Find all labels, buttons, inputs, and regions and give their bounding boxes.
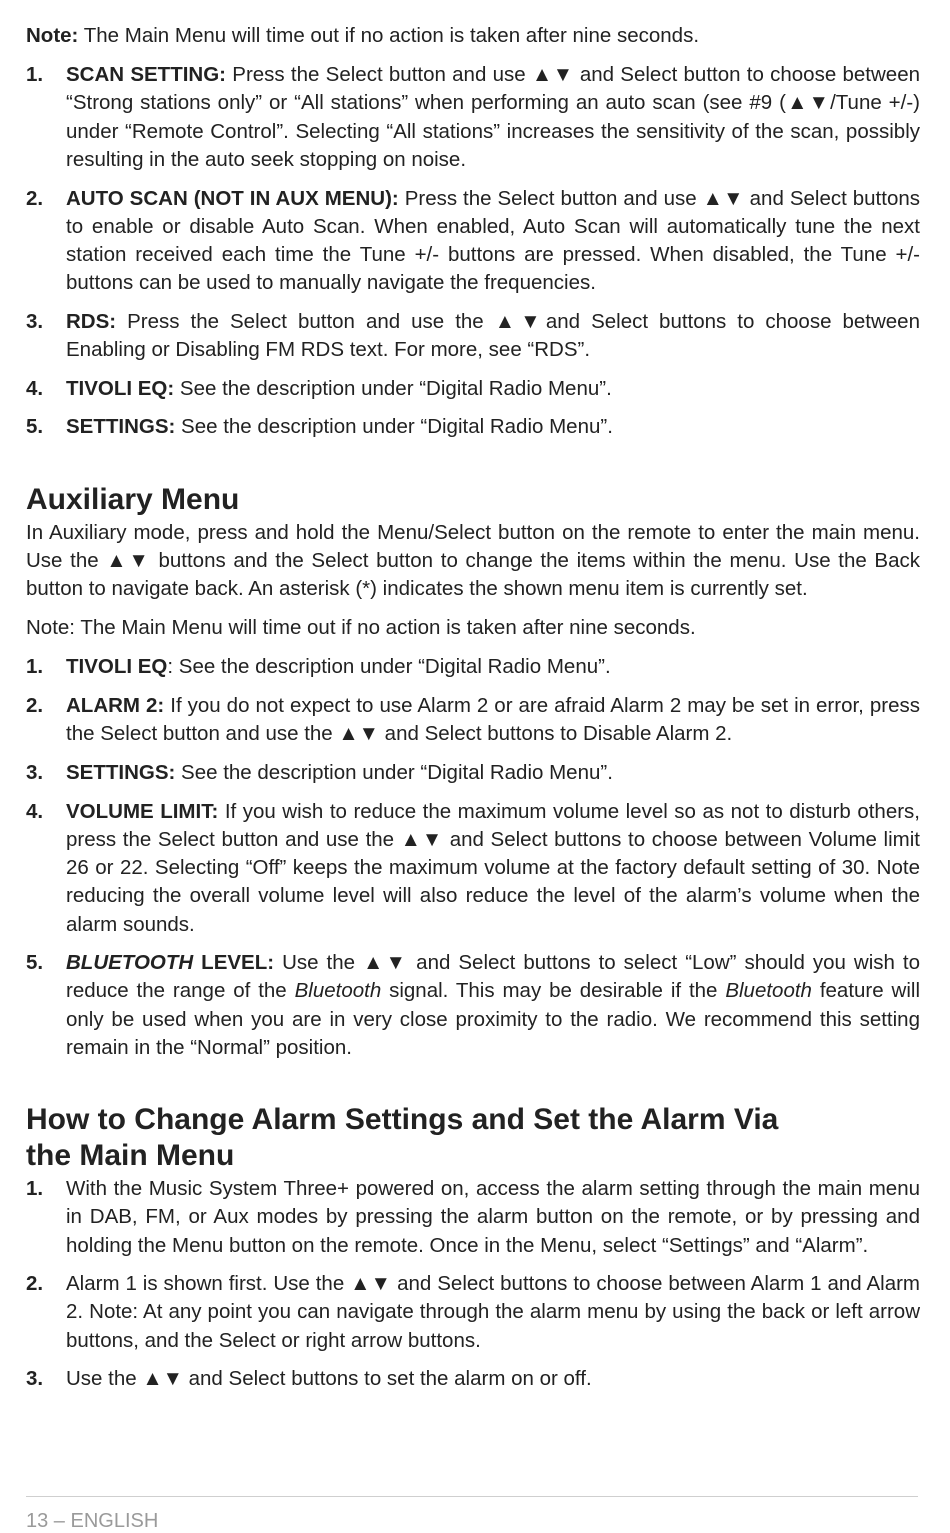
- aux-menu-heading: Auxiliary Menu: [26, 482, 240, 516]
- list-item: [26, 308, 920, 364]
- page-number: 13 – ENGLISH: [26, 1510, 159, 1532]
- item-label: AUTO SCAN (NOT IN AUX MENU):: [66, 186, 399, 210]
- item-number: 3.: [26, 309, 44, 333]
- item-label-italic: BLUETOOTH: [66, 951, 194, 975]
- footer-divider: [26, 1496, 918, 1497]
- item-text: Press the Select button and use ▲▼ and Select button to choose between “Strong stations only” or “All stations” when performing an auto scan (see #9 (▲▼/Tune +/-) under “Remote Control”. Selecting “All stations” increases the sensitivity of the scan, possibly resulting in the auto seek stopping on noise.: [66, 63, 920, 171]
- item-text: Press the Select button and use ▲▼ and Select buttons to enable or disable Auto Scan. When enabled, Auto Scan will automatically tune the next station received each time the Tune +/- buttons are pressed. When disabled, the Tune +/- buttons can be used to manually navigate the frequencies.: [66, 186, 920, 295]
- item-label: SETTINGS:: [66, 761, 176, 785]
- item-label: VOLUME LIMIT:: [66, 799, 219, 823]
- item-number: 2.: [26, 1272, 44, 1296]
- item-text: See the description under “Digital Radio Menu”.: [174, 376, 612, 400]
- item-text-italic: Bluetooth: [294, 979, 382, 1003]
- item-text: If you wish to reduce the maximum volume level so as not to disturb others, press the Select button and use the ▲▼ and Select buttons to choose between Volume limit 26 or 22. Selecting “Off” keeps the maximum volume at the factory default setting of 30. Note reducing the overall volume level will also reduce the level of the alarm’s volume when the alarm sounds.: [66, 799, 921, 936]
- alarm-steps-list: [26, 1175, 920, 1393]
- fm-menu-list: [26, 61, 920, 441]
- list-item: [26, 798, 920, 939]
- item-number: 1.: [26, 63, 44, 87]
- item-text: With the Music System Three+ powered on, access the alarm setting through the main menu in DAB, FM, or Aux modes by pressing the alarm button on the remote, or by pressing and holding the Menu button on the remote. Once in the Menu, select “Settings” and “Alarm”.: [66, 1177, 920, 1257]
- item-number: 1.: [26, 1177, 44, 1201]
- item-text: See the description under “Digital Radio Menu”.: [175, 761, 613, 785]
- item-number: 5.: [26, 415, 44, 439]
- item-text: If you do not expect to use Alarm 2 or are afraid Alarm 2 may be set in error, press the Select button and use the ▲▼ and Select buttons to Disable Alarm 2.: [66, 694, 920, 746]
- item-number: 2.: [26, 694, 44, 718]
- note-text: The Main Menu will time out if no action is taken after nine seconds.: [78, 24, 700, 47]
- item-text: See the description under “Digital Radio Menu”.: [175, 415, 613, 439]
- list-item: [26, 1365, 920, 1393]
- list-item: [26, 185, 920, 298]
- item-label: TIVOLI EQ: [66, 655, 168, 679]
- fm-menu-note: [26, 22, 920, 50]
- item-text: feature will only be used when you are in very close proximity to the radio. We recommend this setting remain in the “Normal” position.: [66, 979, 920, 1059]
- item-number: 4.: [26, 799, 44, 823]
- item-label: LEVEL:: [193, 951, 275, 975]
- item-text: signal. This may be desirable if the: [381, 979, 726, 1003]
- list-item: [26, 949, 920, 1062]
- list-item: [26, 692, 920, 748]
- aux-menu-list: [26, 653, 920, 1062]
- item-number: 4.: [26, 376, 44, 400]
- item-text: Use the ▲▼ and Select buttons to set the alarm on or off.: [66, 1367, 592, 1391]
- list-item: [26, 375, 920, 403]
- item-text: Press the Select button and use the ▲▼and Select buttons to choose between Enabling or Disabling FM RDS text. For more, see “RDS”.: [66, 309, 920, 362]
- item-text: Alarm 1 is shown first. Use the ▲▼ and Select buttons to choose between Alarm 1 and Alarm 2. Note: At any point you can navigate through the alarm menu by using the back or left arrow buttons, and the Select or right arrow buttons.: [66, 1272, 920, 1352]
- list-item: [26, 1270, 920, 1355]
- list-item: [26, 653, 920, 681]
- note-label: Note:: [26, 24, 79, 47]
- page-content: [26, 22, 920, 1404]
- item-number: 1.: [26, 655, 44, 679]
- list-item: [26, 1175, 920, 1260]
- heading-line-1: How to Change Alarm Settings and Set the Alarm Via: [26, 1103, 779, 1137]
- item-label: RDS:: [66, 309, 117, 333]
- item-label: SCAN SETTING:: [66, 63, 227, 87]
- item-text: : See the description under “Digital Radio Menu”.: [167, 655, 611, 679]
- list-item: [26, 759, 920, 787]
- list-item: [26, 413, 920, 441]
- item-label: ALARM 2:: [66, 694, 165, 718]
- item-number: 3.: [26, 761, 44, 785]
- list-item: [26, 61, 920, 174]
- item-number: 2.: [26, 186, 44, 210]
- heading-line-2: the Main Menu: [26, 1139, 235, 1173]
- aux-menu-intro: In Auxiliary mode, press and hold the Menu/Select button on the remote to enter the main menu. Use the ▲▼ buttons and the Select button to change the items within the menu. Use the Back button to navigate back. An asterisk (*) indicates the shown menu item is currently set.: [26, 520, 920, 601]
- item-text: Use the ▲▼ and Select buttons to select “Low” should you wish to reduce the range of the: [66, 951, 920, 1003]
- item-label: TIVOLI EQ:: [66, 376, 175, 400]
- item-number: 5.: [26, 951, 44, 975]
- item-label: SETTINGS:: [66, 415, 176, 439]
- alarm-section-heading: [26, 1102, 920, 1174]
- aux-menu-note: Note: The Main Menu will time out if no action is taken after nine seconds.: [26, 616, 696, 640]
- item-text-italic: Bluetooth: [725, 979, 812, 1003]
- item-number: 3.: [26, 1367, 44, 1391]
